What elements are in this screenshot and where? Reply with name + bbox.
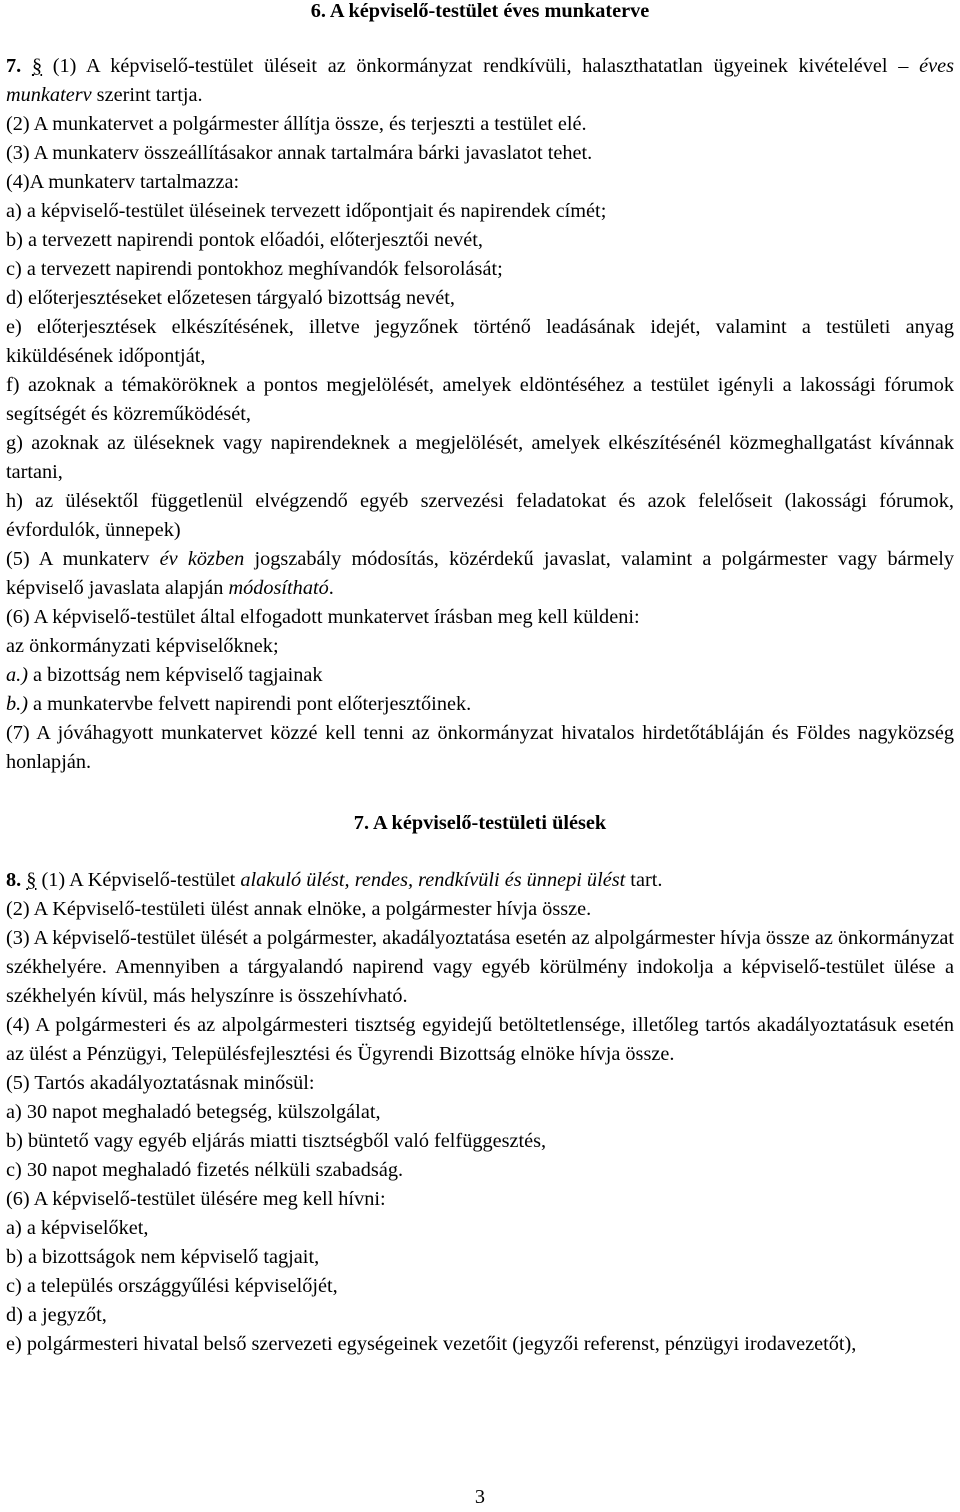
list-item-g: g) azoknak az üléseknek vagy napirendeknek a megjelölését, amelyek elkészítésénél közmeghallgatást kívánnak tartani,: [6, 432, 954, 483]
list-item-f: f) azoknak a témaköröknek a pontos megjelölését, amelyek eldöntéséhez a testület igényli a lakossági fórumok segítségét és közreműködését,: [6, 374, 954, 425]
list-item-e: e) előterjesztések elkészítésének, illetve jegyzőnek történő leadásának idejét, valamint a testületi anyag kiküldésének időpontját,: [6, 316, 954, 367]
list-item-c: c) a tervezett napirendi pontokhoz meghívandók felsorolását;: [6, 258, 503, 280]
paragraph-7-5: (5) A munkaterv év közben jogszabály módosítás, közérdekű javaslat, valamint a polgármester vagy bármely képviselő javaslata alapján módosítható.: [6, 548, 954, 599]
paragraph-8-1: 8. § (1) A Képviselő-testület alakuló ülést, rendes, rendkívüli és ünnepi ülést tart.: [6, 869, 663, 891]
list-item-6b: b.) a munkatervbe felvett napirendi pont előterjesztőinek.: [6, 693, 472, 715]
section-6-title: 6. A képviselő-testület éves munkaterve: [310, 0, 650, 22]
paragraph-7-2: (2) A munkatervet a polgármester állítja össze, és terjeszti a testület elé.: [6, 113, 587, 135]
page-number: 3: [474, 1486, 486, 1508]
list-item-5a: a) 30 napot meghaladó betegség, külszolgálat,: [6, 1101, 381, 1123]
paragraph-8-2: (2) A Képviselő-testületi ülést annak elnöke, a polgármester hívja össze.: [6, 898, 592, 920]
list-item-6-c: c) a település országgyűlési képviselőjét,: [6, 1275, 338, 1297]
paragraph-7-1: 7. § (1) A képviselő-testület üléseit az önkormányzat rendkívüli, halaszthatatlan ügyeinek kivételével – éves munkaterv szerint tartja.: [6, 55, 954, 106]
paragraph-8-4: (4) A polgármesteri és az alpolgármesteri tisztség egyidejű betöltetlensége, illetőleg tartós akadályoztatásuk esetén az ülést a Pénzügyi, Településfejlesztési és Ügyrendi Bizottság elnöke hívja össze.: [6, 1014, 954, 1065]
paragraph-7-6: (6) A képviselő-testület által elfogadott munkatervet írásban meg kell küldeni:: [6, 606, 640, 628]
list-item-6-e: e) polgármesteri hivatal belső szervezeti egységeinek vezetőit (jegyzői referenst, pénzügyi irodavezetőt),: [6, 1333, 857, 1355]
paragraph-7-3: (3) A munkaterv összeállításakor annak tartalmára bárki javaslatot tehet.: [6, 142, 593, 164]
list-item-a: a) a képviselő-testület üléseinek tervezett időpontjait és napirendek címét;: [6, 200, 607, 222]
list-item-h: h) az ülésektől függetlenül elvégzendő egyéb szervezési feladatokat és azok felelőseit (lakossági fórumok, évfordulók, ünnepek): [6, 490, 954, 541]
list-item-6-b: b) a bizottságok nem képviselő tagjait,: [6, 1246, 320, 1268]
list-item-6a: a.) a bizottság nem képviselő tagjainak: [6, 664, 323, 686]
list-item-d: d) előterjesztéseket előzetesen tárgyaló bizottság nevét,: [6, 287, 455, 309]
paragraph-8-6: (6) A képviselő-testület ülésére meg kell hívni:: [6, 1188, 386, 1210]
paragraph-7-4: (4)A munkaterv tartalmazza:: [6, 171, 240, 193]
list-item-5c: c) 30 napot meghaladó fizetés nélküli szabadság.: [6, 1159, 404, 1181]
list-item-6-a: a) a képviselőket,: [6, 1217, 149, 1239]
list-item-5b: b) büntető vagy egyéb eljárás miatti tisztségből való felfüggesztés,: [6, 1130, 547, 1152]
paragraph-8-5: (5) Tartós akadályoztatásnak minősül:: [6, 1072, 315, 1094]
list-item-b: b) a tervezett napirendi pontok előadói, előterjesztői nevét,: [6, 229, 483, 251]
paragraph-7-6-sub: az önkormányzati képviselőknek;: [6, 635, 279, 657]
section-7-title: 7. A képviselő-testületi ülések: [353, 812, 607, 834]
list-item-6-d: d) a jegyzőt,: [6, 1304, 107, 1326]
section-6-body: [6, 52, 954, 777]
paragraph-8-3: (3) A képviselő-testület ülését a polgármester, akadályoztatása esetén az alpolgármester hívja össze az önkormányzat székhelyére. Amennyiben a tárgyalandó napirend vagy egyéb körülmény indokolja a képviselő-testület ülése a székhelyén kívül, más helyszínre is összehívható.: [6, 927, 954, 1007]
paragraph-7-7: (7) A jóváhagyott munkatervet közzé kell tenni az önkormányzat hivatalos hirdetőtábláján és Földes nagyközség honlapján.: [6, 722, 954, 773]
section-7-body: [6, 866, 954, 1359]
